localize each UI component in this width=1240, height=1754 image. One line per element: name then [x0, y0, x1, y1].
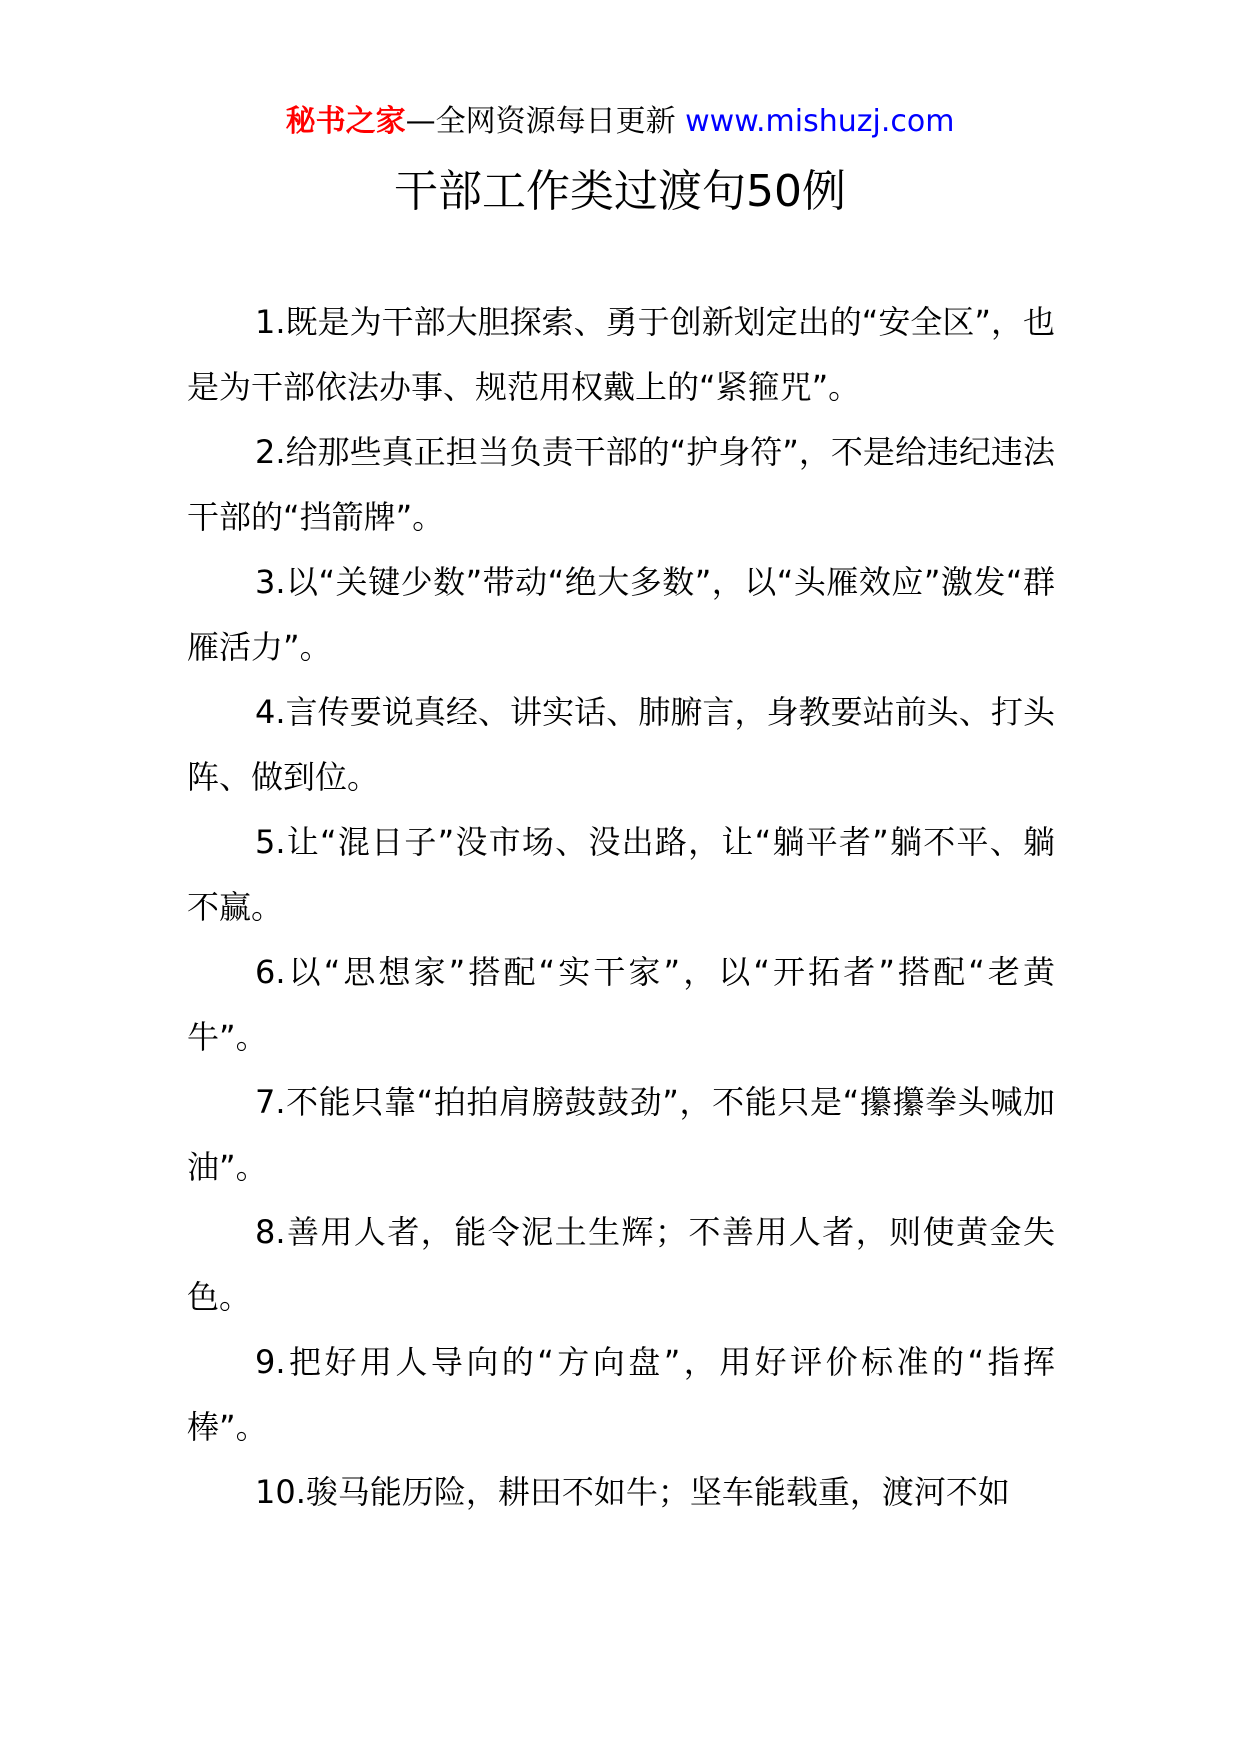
page-title: 干部工作类过渡句50例 [394, 166, 846, 217]
paragraph-9: 9.把好用人导向的“方向盘”，用好评价标准的“指挥棒”。 [187, 1343, 1055, 1446]
paragraph-2: 2.给那些真正担当负责干部的“护身符”，不是给违纪违法干部的“挡箭牌”。 [187, 433, 1055, 536]
header-tagline: —全网资源每日更新 [405, 104, 686, 139]
paragraph-5: 5.让“混日子”没市场、没出路，让“躺平者”躺不平、躺不赢。 [187, 823, 1055, 926]
site-header [0, 100, 1240, 144]
header-brand: 秘书之家 [285, 104, 406, 139]
paragraph-10: 10.骏马能历险，耕田不如牛；坚车能载重，渡河不如 [255, 1473, 1010, 1511]
paragraph-4: 4.言传要说真经、讲实话、肺腑言，身教要站前头、打头阵、做到位。 [187, 693, 1055, 796]
paragraph-1: 1.既是为干部大胆探索、勇于创新划定出的“安全区”，也是为干部依法办事、规范用权戴上的“紧箍咒”。 [187, 303, 1055, 406]
paragraph-7: 7.不能只靠“拍拍肩膀鼓鼓劲”，不能只是“攥攥拳头喊加油”。 [187, 1083, 1055, 1186]
header-url-link[interactable]: www.mishuzj.com [685, 104, 955, 139]
paragraph-3: 3.以“关键少数”带动“绝大多数”，以“头雁效应”激发“群雁活力”。 [187, 563, 1055, 666]
document-body [187, 290, 1055, 1525]
paragraph-8: 8.善用人者，能令泥土生辉；不善用人者，则使黄金失色。 [187, 1213, 1055, 1316]
paragraph-6: 6.以“思想家”搭配“实干家”，以“开拓者”搭配“老黄牛”。 [187, 953, 1055, 1056]
